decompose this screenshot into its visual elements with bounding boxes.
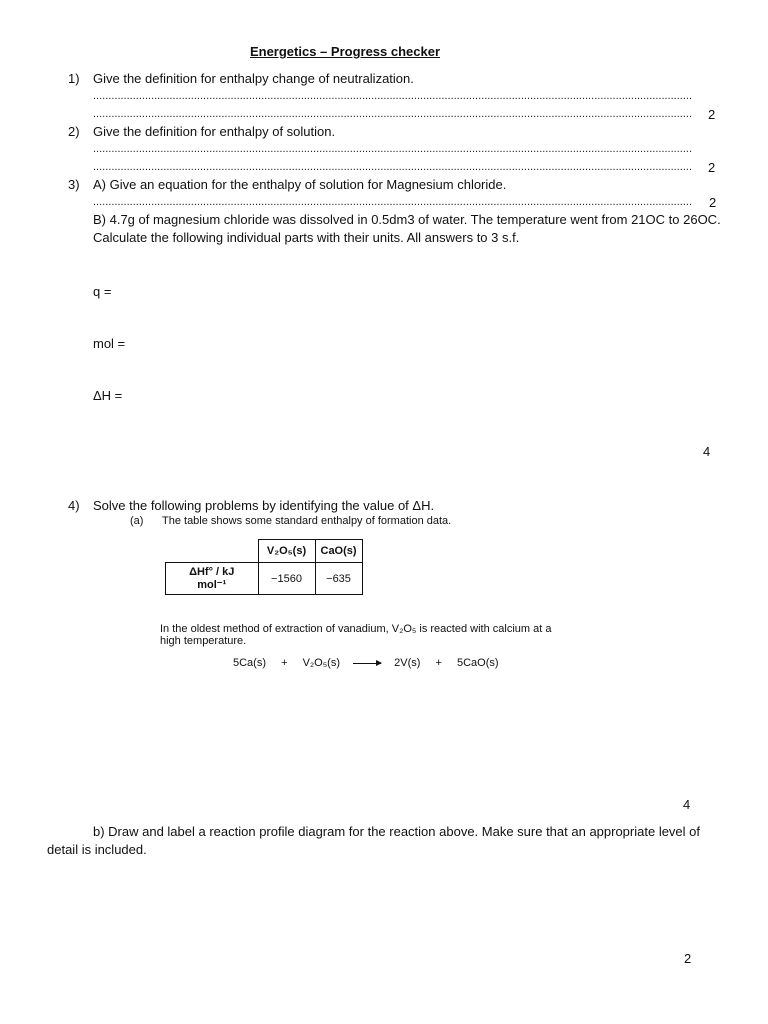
enthalpy-data-table [165, 539, 363, 595]
q2-answer-line-1: .................................................................................................................................................................................................... [93, 143, 693, 155]
product-vanadium: 2V(s) [394, 657, 421, 669]
q3-part-b-text-line-2: Calculate the following individual parts with their units. All answers to 3 s.f. [93, 230, 520, 245]
q4-part-a-label: (a) [130, 515, 144, 527]
plus-sign: + [435, 657, 442, 669]
q4-text: Solve the following problems by identifying the value of ΔH. [93, 498, 435, 513]
reactant-vanadium-oxide: V₂O₅(s) [302, 657, 340, 669]
q3-delta-h-label: ΔH = [93, 388, 123, 403]
table-header-v2o5: V₂O₅(s) [258, 540, 315, 563]
page-title: Energetics – Progress checker [249, 44, 441, 59]
q1-mark: 2 [708, 107, 716, 122]
q2-number: 2) [68, 124, 80, 139]
q3-part-a-mark: 2 [709, 195, 717, 210]
table-header-cao: CaO(s) [315, 540, 362, 563]
q4-number: 4) [68, 498, 80, 513]
table-value-v2o5: −1560 [258, 563, 315, 595]
q3-part-a-text: A) Give an equation for the enthalpy of solution for Magnesium chloride. [93, 177, 507, 192]
q3-part-b-text-line-1: B) 4.7g of magnesium chloride was dissolved in 0.5dm3 of water. The temperature went from 21OC to 26OC. [93, 212, 721, 227]
q4-paragraph-line-2: high temperature. [160, 635, 247, 647]
q1-number: 1) [68, 71, 80, 86]
q3-part-b-mark: 4 [703, 444, 711, 459]
q1-answer-line-2: .................................................................................................................................................................................................... [93, 108, 693, 120]
plus-sign: + [281, 657, 288, 669]
q1-answer-line-1: .................................................................................................................................................................................................... [93, 90, 693, 102]
table-row-label: ΔHf° / kJ mol⁻¹ [166, 563, 259, 595]
q4-part-b-text-line-2: detail is included. [47, 842, 147, 857]
reaction-equation [233, 657, 499, 669]
reactant-calcium: 5Ca(s) [233, 657, 267, 669]
q3-number: 3) [68, 177, 80, 192]
q4-paragraph-line-1: In the oldest method of extraction of vanadium, V₂O₅ is reacted with calcium at a [160, 623, 552, 635]
q4-part-b-mark: 2 [684, 951, 692, 966]
q4-part-b-text-line-1: b) Draw and label a reaction profile diagram for the reaction above. Make sure that an appropriate level of [93, 824, 701, 839]
table-value-cao: −635 [315, 563, 362, 595]
q3-mol-label: mol = [93, 336, 126, 351]
q4-part-a-text: The table shows some standard enthalpy of formation data. [162, 515, 452, 527]
reaction-arrow [353, 663, 381, 664]
table-corner [166, 540, 259, 563]
q2-mark: 2 [708, 160, 716, 175]
q2-answer-line-2: .................................................................................................................................................................................................... [93, 161, 693, 173]
product-calcium-oxide: 5CaO(s) [456, 657, 499, 669]
q1-text: Give the definition for enthalpy change of neutralization. [93, 71, 414, 86]
q2-text: Give the definition for enthalpy of solution. [93, 124, 336, 139]
q3-q-label: q = [93, 284, 112, 299]
q3-part-a-answer-line: .................................................................................................................................................................................................... [93, 196, 693, 208]
q4-part-a-mark: 4 [683, 797, 691, 812]
